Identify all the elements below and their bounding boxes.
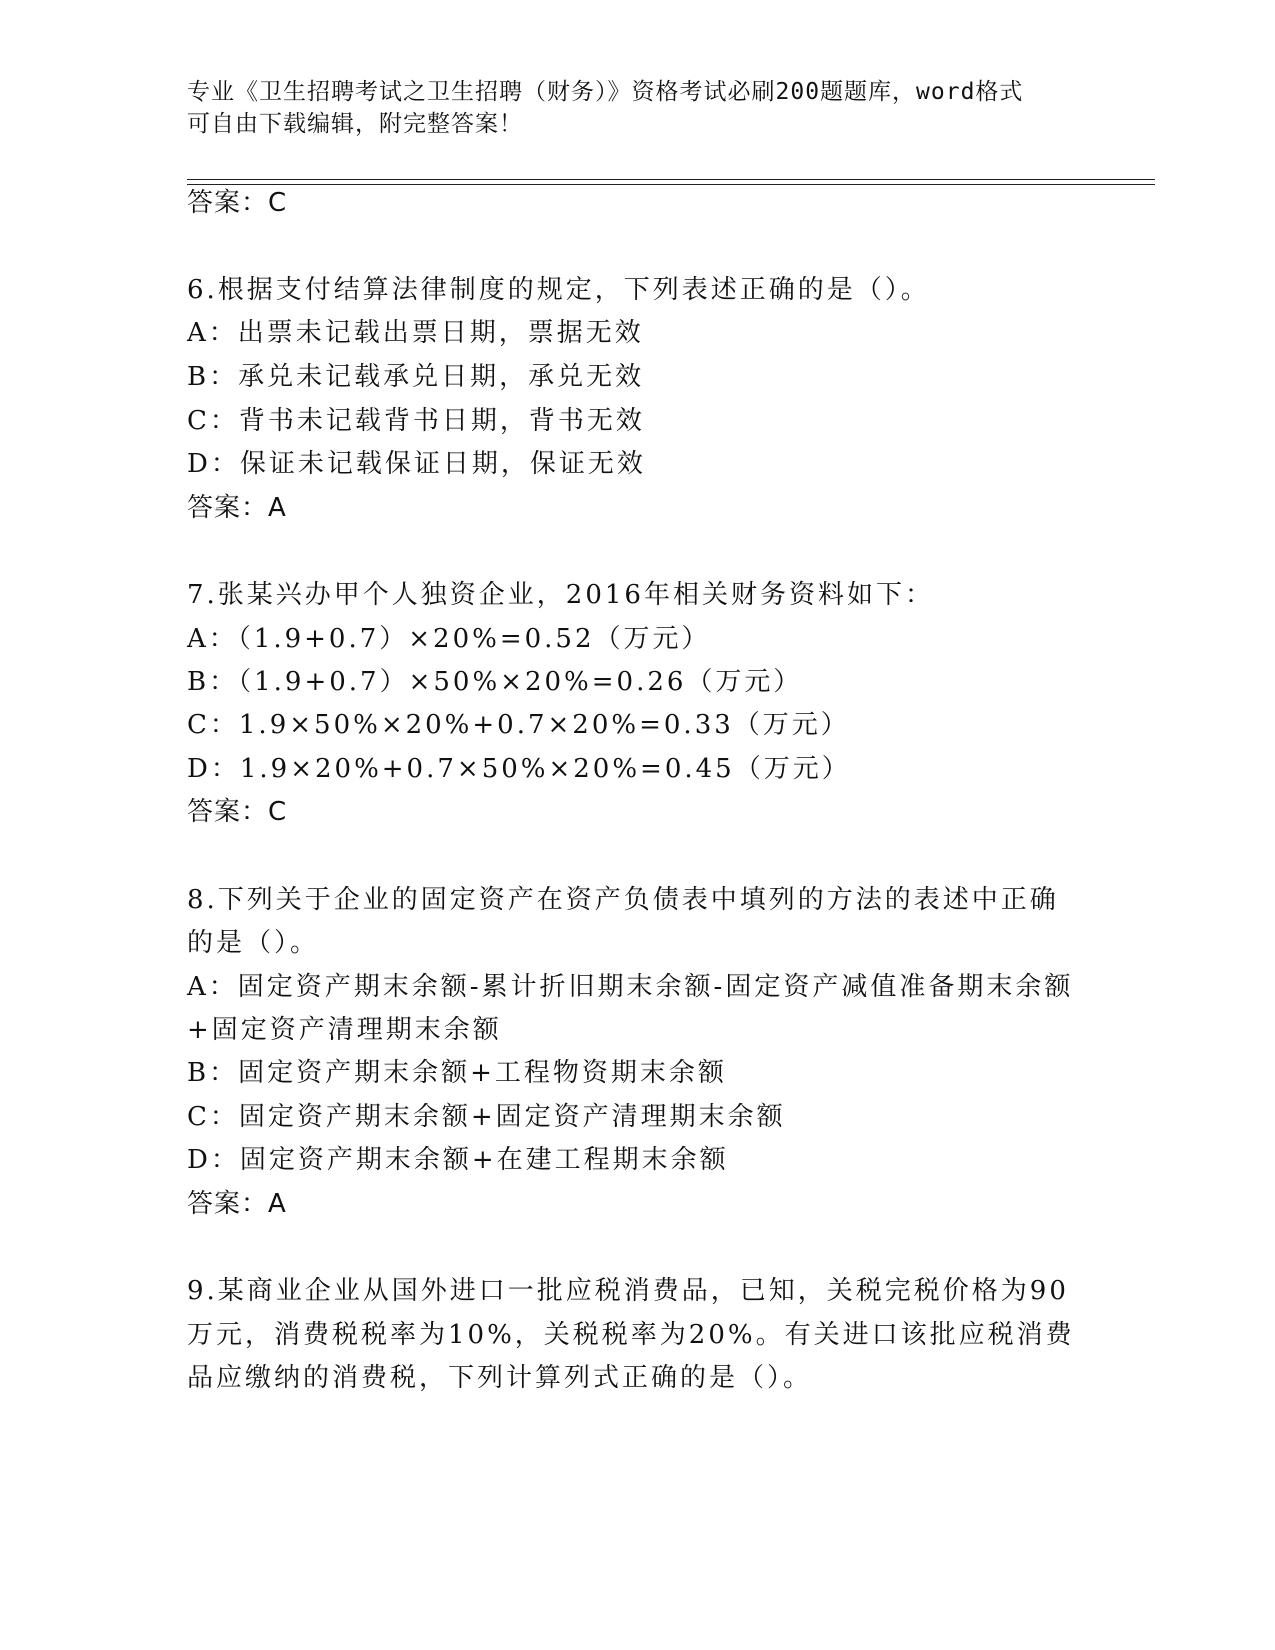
question-6-option-b: B：承兑未记载承兑日期，承兑无效 <box>187 362 645 392</box>
question-9-stem-line-1: 9.某商业企业从国外进口一批应税消费品，已知，关税完税价格为90 <box>187 1276 1069 1306</box>
question-9-stem-line-3: 品应缴纳的消费税，下列计算列式正确的是（）。 <box>187 1363 813 1393</box>
previous-answer: 答案：C <box>187 188 288 218</box>
question-8-option-d: D：固定资产期末余额+在建工程期末余额 <box>187 1145 729 1175</box>
question-8-option-a-line-2: +固定资产清理期末余额 <box>187 1015 502 1045</box>
question-6-option-a: A：出票未记载出票日期，票据无效 <box>187 318 644 348</box>
question-7-answer: 答案：C <box>187 797 288 827</box>
document-header <box>187 76 1087 140</box>
question-6-option-d: D：保证未记载保证日期，保证无效 <box>187 449 646 479</box>
header-line-1: 专业《卫生招聘考试之卫生招聘（财务）》资格考试必刷200题题库，word格式 <box>187 79 1024 105</box>
question-7-option-c: C：1.9×50%×20%+0.7×20%=0.33（万元） <box>187 710 850 740</box>
question-7-option-d: D：1.9×20%+0.7×50%×20%=0.45（万元） <box>187 754 851 784</box>
question-8-answer: 答案：A <box>187 1189 287 1219</box>
question-8-stem-line-2: 的是（）。 <box>187 928 320 958</box>
question-7-option-a: A：（1.9+0.7）×20%=0.52（万元） <box>187 624 711 654</box>
header-divider-top <box>187 179 1155 180</box>
question-7-option-b: B：（1.9+0.7）×50%×20%=0.26（万元） <box>187 667 803 697</box>
header-divider-bottom <box>187 184 1155 185</box>
question-8-option-c: C：固定资产期末余额+固定资产清理期末余额 <box>187 1102 786 1132</box>
question-7-stem: 7.张某兴办甲个人独资企业，2016年相关财务资料如下： <box>187 580 934 610</box>
question-6-stem: 6.根据支付结算法律制度的规定，下列表述正确的是（）。 <box>187 275 930 305</box>
header-line-2: 可自由下载编辑，附完整答案！ <box>187 111 523 137</box>
question-6-option-c: C：背书未记载背书日期，背书无效 <box>187 406 645 436</box>
question-9-stem-line-2: 万元，消费税税率为10%，关税税率为20%。有关进口该批应税消费 <box>187 1320 1075 1350</box>
question-6-answer: 答案：A <box>187 493 287 523</box>
question-8-stem-line-1: 8.下列关于企业的固定资产在资产负债表中填列的方法的表述中正确 <box>187 885 1059 915</box>
question-8-option-a-line-1: A：固定资产期末余额-累计折旧期末余额-固定资产减值准备期末余额 <box>187 972 1074 1002</box>
question-8-option-b: B：固定资产期末余额+工程物资期末余额 <box>187 1058 727 1088</box>
